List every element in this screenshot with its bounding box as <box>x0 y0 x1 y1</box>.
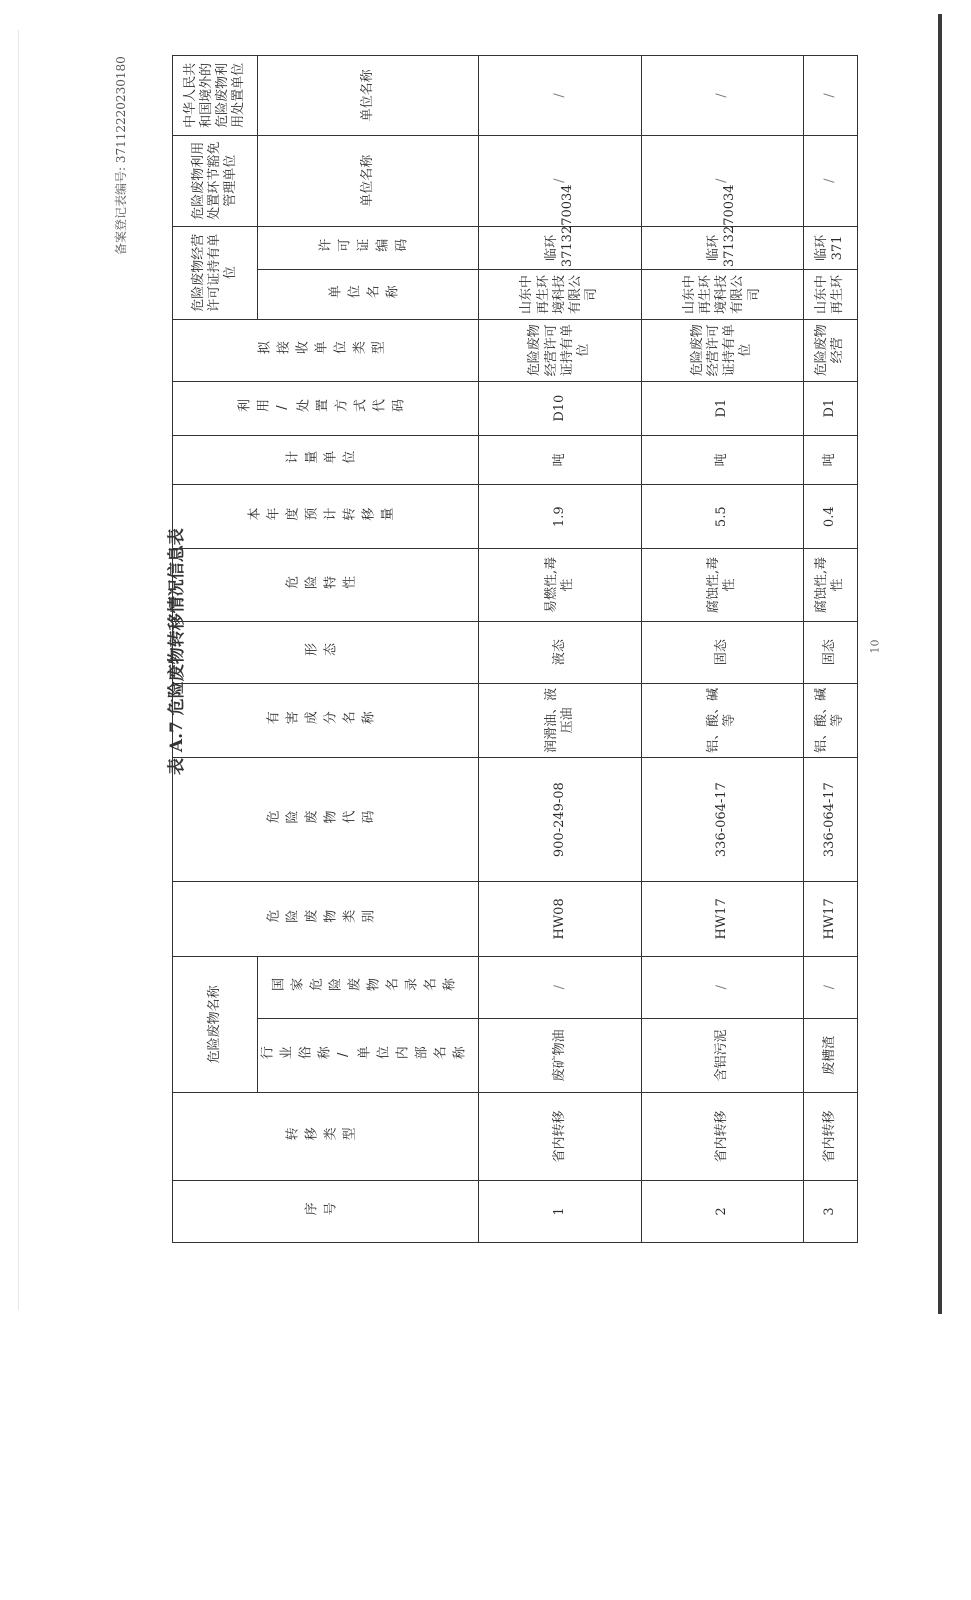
cell-receiver-type: 危险废物经营许可证持有单位 <box>479 319 641 381</box>
cell-seq: 1 <box>479 1180 641 1242</box>
cell-seq: 3 <box>803 1180 857 1242</box>
cell-hazardous-components: 铝、酸、碱等 <box>641 683 803 757</box>
cell-form: 液态 <box>479 621 641 683</box>
cell-hazardous-components: 润滑油、液压油 <box>479 683 641 757</box>
cell-license-number: 临环3713270034 <box>479 226 641 269</box>
header-national-name: 国家危险废物名录名称 <box>258 956 479 1018</box>
cell-hazard-property: 易燃性,毒性 <box>479 549 641 621</box>
cell-annual-amount: 5.5 <box>641 485 803 549</box>
cell-annual-amount: 0.4 <box>803 485 857 549</box>
cell-receiver-type: 危险废物经营许可证持有单位 <box>641 319 803 381</box>
cell-national-name: / <box>641 956 803 1018</box>
cell-license-unit-name: 山东中再生环 <box>803 270 857 320</box>
cell-hazard-property: 腐蚀性,毒性 <box>803 549 857 621</box>
cell-exempt-unit-name: / <box>803 135 857 226</box>
header-exempt-unit-name: 单位名称 <box>258 135 479 226</box>
header-annual-amount: 本年度预计转移量 <box>173 485 479 549</box>
header-form: 形态 <box>173 621 479 683</box>
header-exempt-group: 危险废物利用处置环节豁免管理单位 <box>173 135 258 226</box>
cell-license-unit-name: 山东中再生环境科技有限公司 <box>479 270 641 320</box>
table-row <box>641 56 803 1243</box>
cell-license-unit-name: 山东中再生环境科技有限公司 <box>641 270 803 320</box>
cell-transfer-type: 省内转移 <box>641 1093 803 1181</box>
cell-waste-category: HW17 <box>803 882 857 956</box>
cell-form: 固态 <box>803 621 857 683</box>
cell-industry-name: 废矿物油 <box>479 1018 641 1092</box>
cell-transfer-type: 省内转移 <box>479 1093 641 1181</box>
header-seq: 序号 <box>173 1180 479 1242</box>
table-row <box>803 56 857 1243</box>
cell-waste-category: HW08 <box>479 882 641 956</box>
header-license-holder-group: 危险废物经营许可证持有单位 <box>173 226 258 319</box>
cell-disposal-code: D1 <box>641 381 803 435</box>
cell-industry-name: 含铝污泥 <box>641 1018 803 1092</box>
cell-hazard-property: 腐蚀性,毒性 <box>641 549 803 621</box>
cell-unit: 吨 <box>479 435 641 485</box>
cell-disposal-code: D10 <box>479 381 641 435</box>
header-hazard-property: 危险特性 <box>173 549 479 621</box>
cell-receiver-type: 危险废物经营 <box>803 319 857 381</box>
page-number: 10 <box>868 639 882 654</box>
page-left-edge <box>18 30 19 1310</box>
cell-industry-name: 废槽渣 <box>803 1018 857 1092</box>
cell-unit: 吨 <box>803 435 857 485</box>
cell-annual-amount: 1.9 <box>479 485 641 549</box>
cell-foreign-unit-name: / <box>641 56 803 136</box>
cell-license-number: 临环3713270034 <box>641 226 803 269</box>
cell-transfer-type: 省内转移 <box>803 1093 857 1181</box>
cell-hazardous-components: 铝、酸、碱等 <box>803 683 857 757</box>
cell-seq: 2 <box>641 1180 803 1242</box>
cell-license-number: 临环371 <box>803 226 857 269</box>
cell-exempt-unit-name: / <box>479 135 641 226</box>
cell-unit: 吨 <box>641 435 803 485</box>
page-binding-edge <box>938 14 942 1314</box>
header-foreign-unit-name: 单位名称 <box>258 56 479 136</box>
header-waste-name-group: 危险废物名称 <box>173 956 258 1092</box>
cell-waste-category: HW17 <box>641 882 803 956</box>
cell-form: 固态 <box>641 621 803 683</box>
cell-disposal-code: D1 <box>803 381 857 435</box>
record-number-note: 备案登记表编号: 37112220230180 <box>114 56 128 255</box>
cell-national-name: / <box>479 956 641 1018</box>
cell-foreign-unit-name: / <box>479 56 641 136</box>
header-receiver-type: 拟接收单位类型 <box>173 319 479 381</box>
header-foreign-group: 中华人民共和国境外的危险废物利用处置单位 <box>173 56 258 136</box>
cell-foreign-unit-name: / <box>803 56 857 136</box>
header-hazardous-components: 有害成分名称 <box>173 683 479 757</box>
header-license-number: 许可证编码 <box>258 226 479 269</box>
rotated-table-container <box>172 55 858 1243</box>
header-disposal-code: 利用/处置方式代码 <box>173 381 479 435</box>
cell-waste-code: 336-064-17 <box>641 758 803 882</box>
cell-waste-code: 900-249-08 <box>479 758 641 882</box>
header-unit: 计量单位 <box>173 435 479 485</box>
table-row <box>479 56 641 1243</box>
header-license-unit-name: 单位名称 <box>258 270 479 320</box>
header-industry-name: 行业俗称/单位内部名称 <box>258 1018 479 1092</box>
hazardous-waste-transfer-table <box>172 55 858 1243</box>
cell-waste-code: 336-064-17 <box>803 758 857 882</box>
table-title: 表 A.7 危险废物转移情况信息表 <box>167 528 187 775</box>
header-transfer-type: 转移类型 <box>173 1093 479 1181</box>
cell-exempt-unit-name: / <box>641 135 803 226</box>
header-waste-category: 危险废物类别 <box>173 882 479 956</box>
cell-national-name: / <box>803 956 857 1018</box>
header-waste-code: 危险废物代码 <box>173 758 479 882</box>
